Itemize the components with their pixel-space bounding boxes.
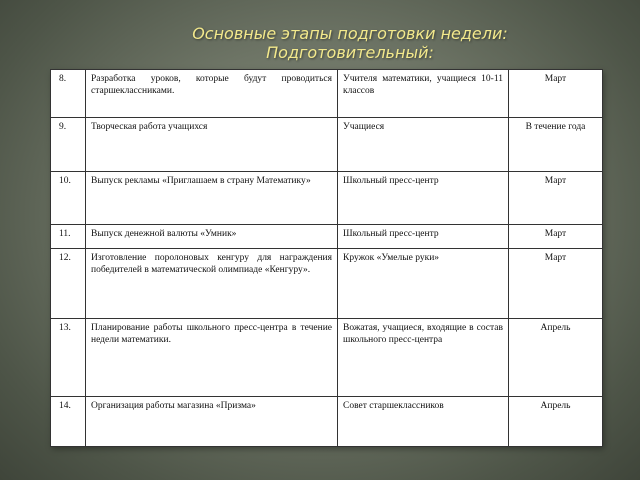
row-number: 9. bbox=[51, 118, 86, 172]
row-responsible: Кружок «Умелые руки» bbox=[338, 249, 509, 319]
table-row bbox=[51, 118, 603, 172]
table-row bbox=[51, 70, 603, 118]
row-responsible: Совет старшеклассников bbox=[338, 397, 509, 447]
table-row bbox=[51, 397, 603, 447]
row-deadline: Апрель bbox=[509, 397, 603, 447]
row-deadline: Март bbox=[509, 249, 603, 319]
row-number: 13. bbox=[51, 319, 86, 397]
slide-title-line-2: Подготовительный: bbox=[266, 43, 434, 62]
row-task: Разработка уроков, которые будут проводиться старшеклассниками. bbox=[86, 70, 338, 118]
row-number: 14. bbox=[51, 397, 86, 447]
row-deadline: Апрель bbox=[509, 319, 603, 397]
row-deadline: Март bbox=[509, 225, 603, 249]
table-row bbox=[51, 225, 603, 249]
row-responsible: Учителя математики, учащиеся 10-11 классов bbox=[338, 70, 509, 118]
row-responsible: Вожатая, учащиеся, входящие в состав школьного пресс-центра bbox=[338, 319, 509, 397]
row-number: 11. bbox=[51, 225, 86, 249]
row-responsible: Школьный пресс-центр bbox=[338, 225, 509, 249]
row-task: Изготовление поролоновых кенгуру для награждения победителей в математической олимпиаде «Кенгуру». bbox=[86, 249, 338, 319]
table-row bbox=[51, 249, 603, 319]
table-row bbox=[51, 319, 603, 397]
row-number: 12. bbox=[51, 249, 86, 319]
stages-table-container bbox=[50, 69, 602, 446]
slide-title bbox=[150, 24, 550, 62]
row-number: 10. bbox=[51, 172, 86, 225]
stages-table bbox=[50, 69, 603, 447]
row-responsible: Учащиеся bbox=[338, 118, 509, 172]
row-deadline: Март bbox=[509, 70, 603, 118]
table-row bbox=[51, 172, 603, 225]
row-task: Планирование работы школьного пресс-центра в течение недели математики. bbox=[86, 319, 338, 397]
row-responsible: Школьный пресс-центр bbox=[338, 172, 509, 225]
row-task: Выпуск денежной валюты «Умник» bbox=[86, 225, 338, 249]
row-deadline: В течение года bbox=[509, 118, 603, 172]
row-number: 8. bbox=[51, 70, 86, 118]
row-task: Творческая работа учащихся bbox=[86, 118, 338, 172]
slide-title-line-1: Основные этапы подготовки недели: bbox=[192, 24, 508, 43]
row-deadline: Март bbox=[509, 172, 603, 225]
row-task: Выпуск рекламы «Приглашаем в страну Математику» bbox=[86, 172, 338, 225]
row-task: Организация работы магазина «Призма» bbox=[86, 397, 338, 447]
